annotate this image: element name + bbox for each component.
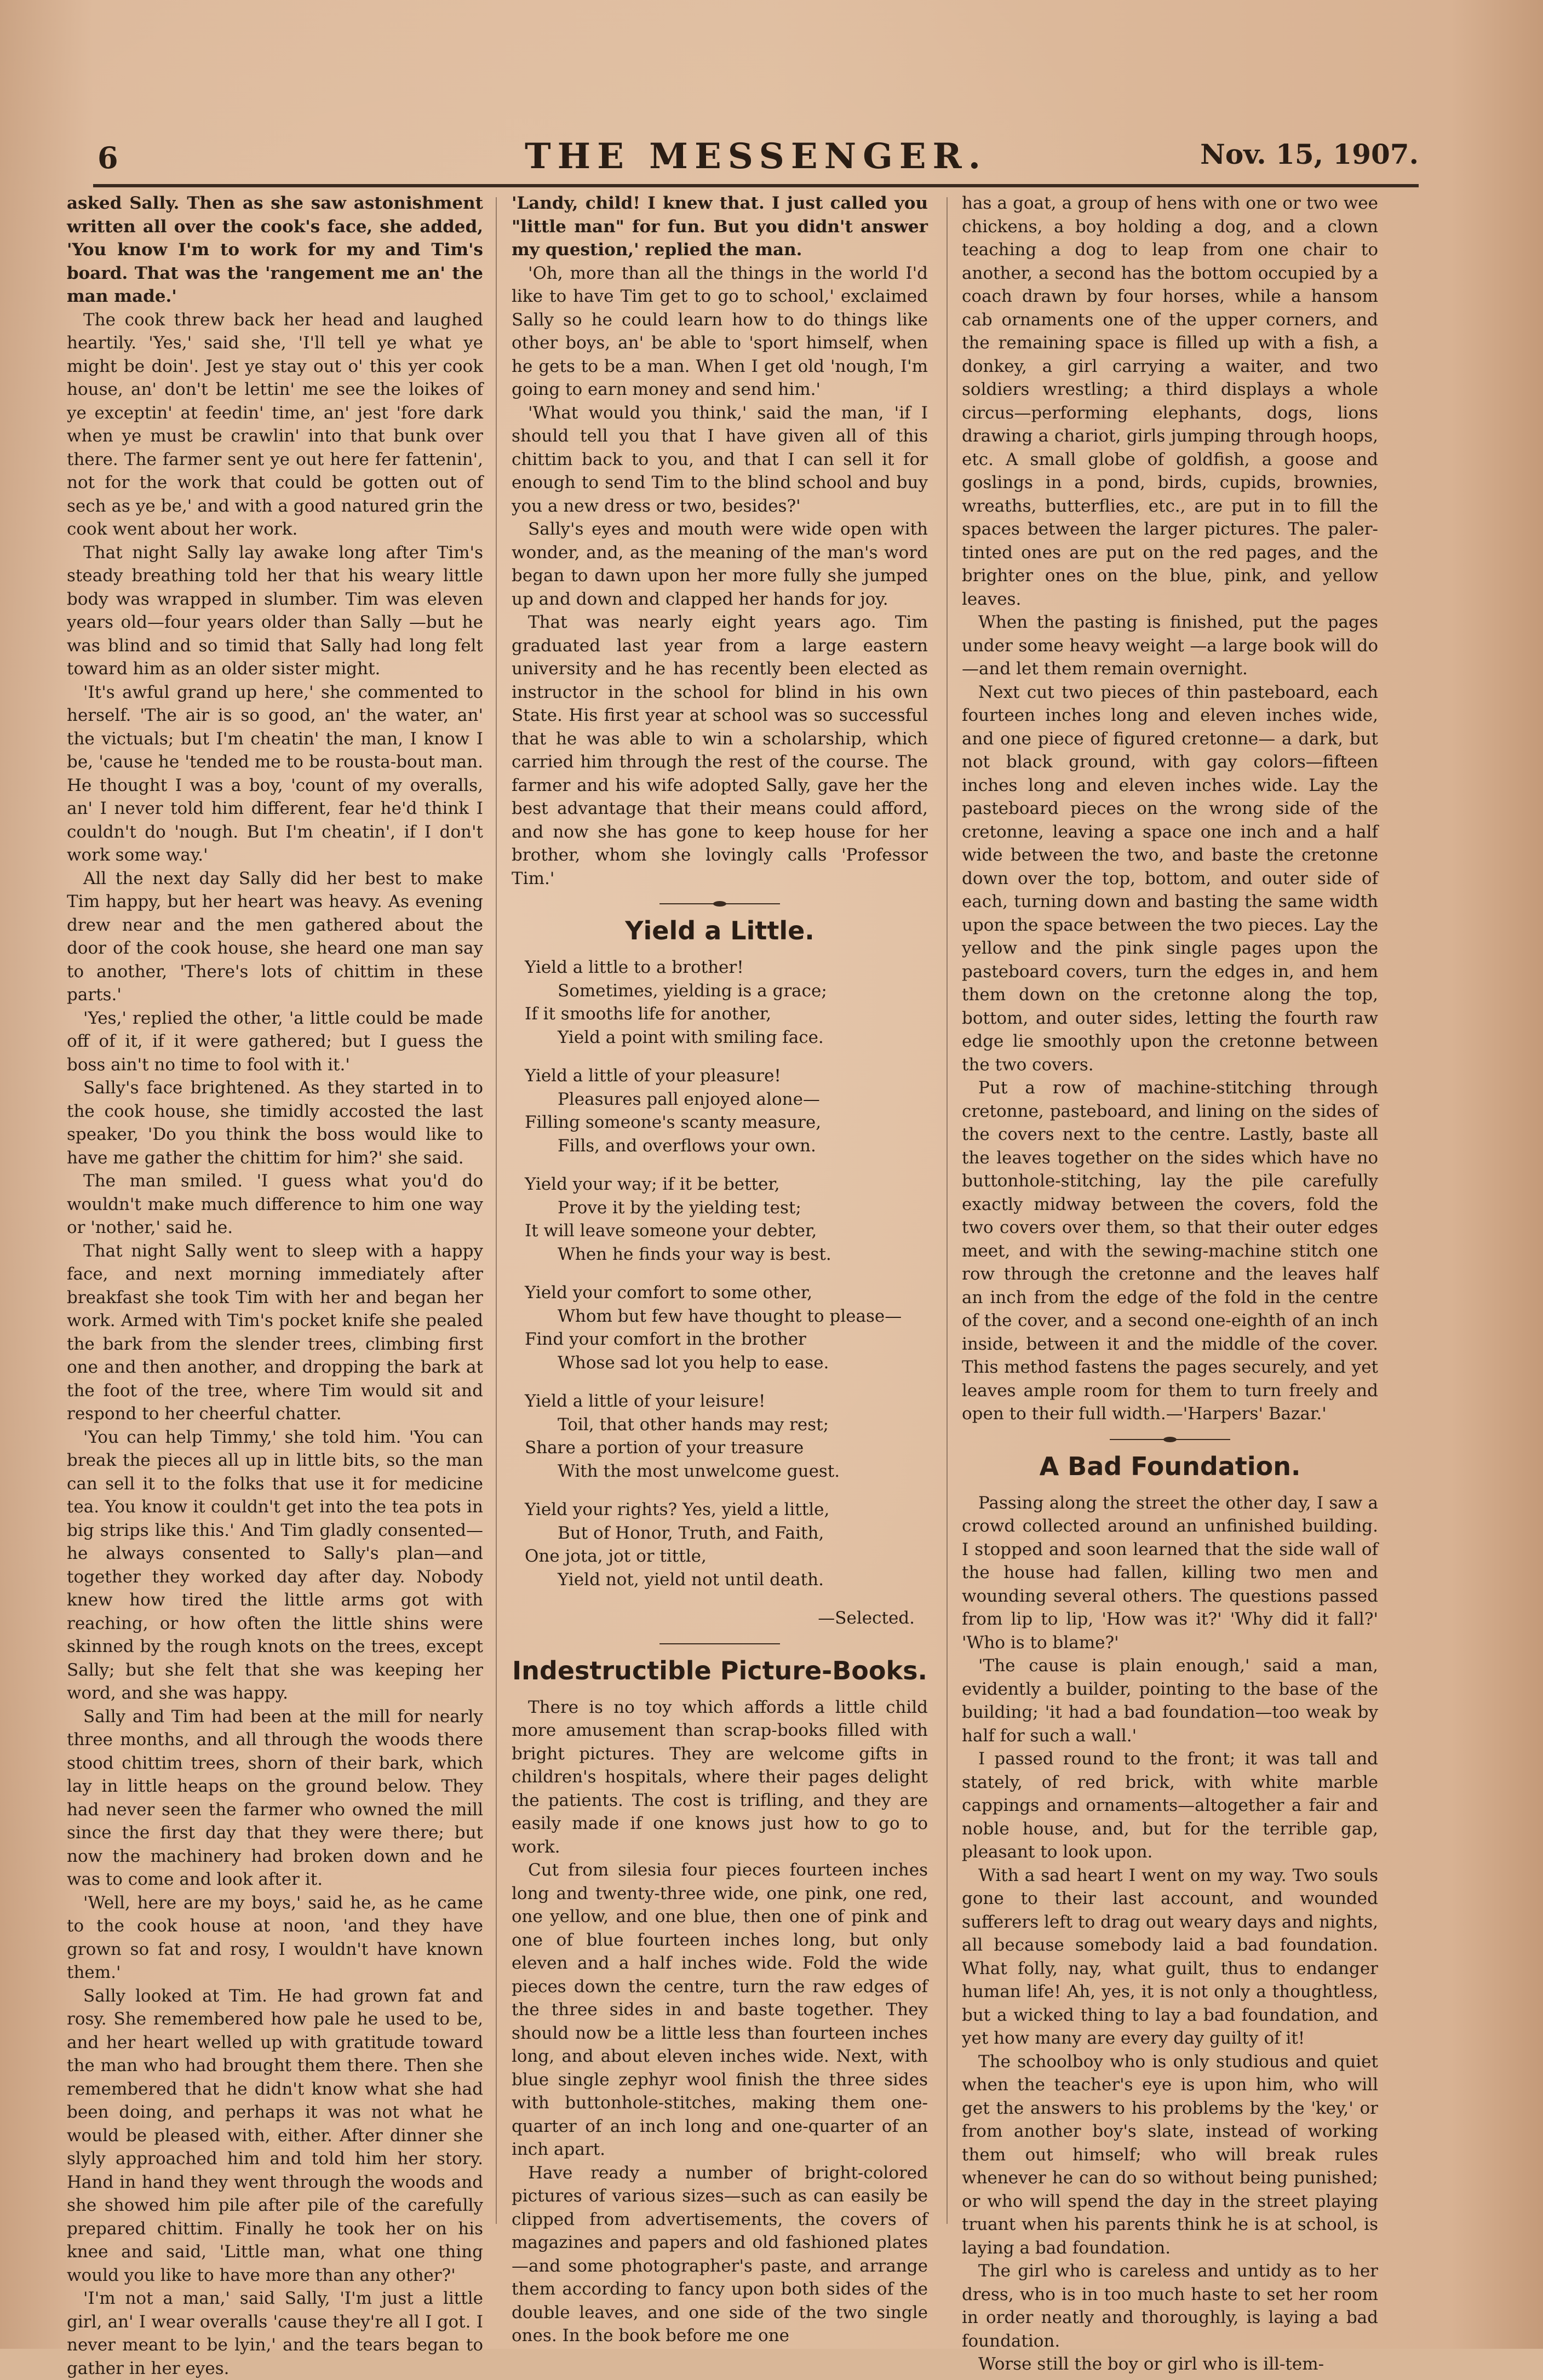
poem-line: Whom but few have thought to please— <box>558 1306 902 1326</box>
section-divider-ornament <box>659 1640 780 1648</box>
poem-line: Filling someone's scanty measure, <box>525 1112 822 1132</box>
paragraph: The cook threw back her head and laughed heartily. 'Yes,' said she, 'I'll tell ye what ye might be doin'. Jest ye stay out o' this yer cook house, an' don't be lettin' me see the loikes of ye exceptin' at feedin' time, an' jest 'fore dark when ye must be crawlin' into that bunk over there. The farmer sent ye out here fer fattenin', not for the work that could be gotten out of sech as ye be,' and with a good natured grin the cook went about her work. <box>67 309 483 539</box>
issue-date: Nov. 15, 1907. <box>1200 138 1419 170</box>
poem-title: Yield a Little. <box>625 916 814 945</box>
paragraph: There is no toy which affords a little child more amusement than scrap-books filled with bright pictures. They are welcome gifts in children's hospitals, where their pages delight the patients. The cost is trifling, and they are easily made if one knows just how to go to work. <box>512 1697 928 1857</box>
paragraph: The man smiled. 'I guess what you'd do wouldn't make much difference to him one way or 'nother,' said he. <box>67 1171 483 1237</box>
paragraph: Have ready a number of bright-colored pictures of various sizes—such as can easily be clipped from advertisements, the covers of magazines and papers and old fashioned plates—and some photographer's paste, and arrange them according to fancy upon both sides of the double leaves, and one side of the two single ones. In the book before me one <box>512 2163 928 2345</box>
paragraph: Put a row of machine-stitching through cretonne, pasteboard, and lining on the sides of the covers next to the centre. Lastly, baste all the leaves together on the sides which have no buttonhole-stitching, lay the pile carefully exactly midway between the covers, fold the two covers over them, so that their outer edges meet, and with the sewing-machine stitch one row through the cretonne and the leaves half an inch from the edge of the fold in the centre of the cover, and a second one-eighth of an inch inside, between it and the middle of the cover. This method fastens the pages securely, and yet leaves ample room for them to turn freely and open to their full width.—'Harpers' Bazar.' <box>962 1078 1378 1424</box>
poem-line: One jota, jot or tittle, <box>525 1546 707 1566</box>
poem-stanza <box>525 1064 928 1157</box>
paragraph: When the pasting is finished, put the pages under some heavy weight —a large book will do—and let them remain overnight. <box>962 612 1378 679</box>
poem-line: It will leave someone your debter, <box>525 1221 817 1241</box>
paragraph: 'You can help Timmy,' she told him. 'You can break the pieces all up in little bits, so the man can sell it to the folks that use it for medicine tea. You know it couldn't get into the tea pots in big strips like this.' And Tim gladly consented—he always consented to Sally's plan—and together they worked day after day. Nobody knew how tired the little arms got with reaching, or how often the little shins were skinned by the rough knots on the trees, except Sally; but she felt that she was keeping her word, and she was happy. <box>67 1427 483 1703</box>
paragraph: I passed round to the front; it was tall and stately, of red brick, with white marble cappings and ornaments—altogether a fair and noble house, and, but for the terrible gap, pleasant to look upon. <box>962 1749 1378 1862</box>
poem-line: Yield not, yield not until death. <box>558 1569 824 1590</box>
poem-line: Find your comfort in the brother <box>525 1329 806 1349</box>
column-divider-1 <box>496 197 497 2224</box>
poem-stanza <box>525 956 928 1049</box>
poem-line: Yield a little of your pleasure! <box>525 1066 781 1086</box>
poem-line: Yield your rights? Yes, yield a little, <box>525 1500 830 1519</box>
poem-line: Toil, that other hands may rest; <box>558 1414 829 1435</box>
section-divider-ornament <box>1110 1436 1230 1443</box>
poem-line: Yield your comfort to some other, <box>525 1283 813 1303</box>
paragraph: That night Sally went to sleep with a happy face, and next morning immediately after breakfast she took Tim with her and began her work. Armed with Tim's pocket knife she pealed the bark from the slender trees, climbing first one and then another, and dropping the bark at the foot of the tree, where Tim would sit and respond to her cheerful chatter. <box>67 1241 483 1424</box>
poem-stanza <box>525 1390 928 1483</box>
paragraph: Worse still the boy or girl who is ill-tem- <box>978 2354 1324 2374</box>
poem-attribution: —Selected. <box>818 1608 915 1628</box>
poem-line: But of Honor, Truth, and Faith, <box>558 1523 824 1543</box>
paragraph: That was nearly eight years ago. Tim graduated last year from a large eastern university and he has recently been elected as instructor in the school for blind in his own State. His first year at school was so successful that he was able to win a scholarship, which carried him through the rest of the course. The farmer and his wife adopted Sally, gave her the best advantage that their means could afford, and now she has gone to keep house for her brother, whom she lovingly calls 'Professor Tim.' <box>512 612 928 888</box>
paragraph: 'It's awful grand up here,' she commented to herself. 'The air is so good, an' the water, an' the victuals; but I'm cheatin' the man, I know I be, 'cause he 'tended me to be rousta-bout man. He thought I was a boy, 'count of my overalls, an' I never told him different, fear he'd think I couldn't do 'nough. But I'm cheatin', if I don't work some way.' <box>67 682 483 865</box>
page-header <box>93 136 1419 180</box>
poem-line: Yield a little of your leisure! <box>525 1391 766 1411</box>
paragraph: All the next day Sally did her best to make Tim happy, but her heart was heavy. As evening drew near and the men gathered about the door of the cook house, she heard one man say to another, 'There's lots of chittim in these parts.' <box>67 868 483 1005</box>
paragraph: Cut from silesia four pieces fourteen inches long and twenty-three wide, one pink, one red, one yellow, and one blue, then one of pink and one of blue fourteen inches long, but only eleven and a half inches wide. Fold the wide pieces down the centre, turn the raw edges of the three sides in and baste together. They should now be a little less than fourteen inches long, and about eleven inches wide. Next, with blue single zephyr wool finish the three sides with buttonhole-stitches, making them one-quarter of an inch long and one-quarter of an inch apart. <box>512 1860 928 2159</box>
column-3 <box>962 192 1378 2374</box>
paragraph: 'What would you think,' said the man, 'if I should tell you that I have given all of this chittim back to you, and that I can sell it for enough to send Tim to the blind school and buy you a new dress or two, besides?' <box>512 403 928 516</box>
poem-stanza <box>525 1498 928 1591</box>
paragraph: Sally's face brightened. As they started in to the cook house, she timidly accosted the last speaker, 'Do you think the boss would like to have me gather the chittim for him?' she said. <box>67 1078 483 1168</box>
paragraph: Sally's eyes and mouth were wide open with wonder, and, as the meaning of the man's word began to dawn upon her more fully she jumped up and down and clapped her hands for joy. <box>512 519 928 609</box>
article-title-bad-foundation: A Bad Foundation. <box>1039 1451 1301 1481</box>
poem-line: If it smooths life for another, <box>525 1004 772 1024</box>
paragraph: With a sad heart I went on my way. Two souls gone to their last account, and wounded sufferers left to drag out weary days and nights, all because somebody laid a bad foundation. What folly, nay, what guilt, thus to endanger human life! Ah, yes, it is not only a thoughtless, but a wicked thing to lay a bad foundation, and yet how many are every day guilty of it! <box>962 1865 1378 2048</box>
paragraph: 'Yes,' replied the other, 'a little could be made off of it, if it were gathered; but I guess the boss ain't no time to fool with it.' <box>67 1008 483 1075</box>
story-continuation <box>67 192 483 2380</box>
section-divider-ornament <box>659 900 780 908</box>
poem-line: Sometimes, yielding is a grace; <box>558 980 827 1001</box>
column-divider-2 <box>947 197 948 2224</box>
paragraph: Sally and Tim had been at the mill for nearly three months, and all through the woods there stood chittim trees, shorn of their bark, which lay in little heaps on the ground below. They had never seen the farmer who owned the mill since the first day that they were there; but now the machinery had broken down and he was to come and look after it. <box>67 1706 483 1889</box>
paragraph: 'The cause is plain enough,' said a man, evidently a builder, pointing to the base of the building; 'it had a bad foundation—too weak by half for such a wall.' <box>962 1656 1378 1746</box>
poem-line: Fills, and overflows your own. <box>558 1135 816 1156</box>
article-title-picture-books: Indestructible Picture-Books. <box>512 1655 927 1685</box>
paragraph: That night Sally lay awake long after Tim's steady breathing told her that his weary little body was wrapped in slumber. Tim was eleven years old—four years older than Sally —but he was blind and so timid that Sally had long felt toward him as an older sister might. <box>67 542 483 679</box>
paragraph: 'I'm not a man,' said Sally, 'I'm just a little girl, an' I wear overalls 'cause they're all I got. I never meant to be lyin,' and the tears began to gather in her eyes. <box>67 2289 483 2378</box>
paragraph: 'Oh, more than all the things in the world I'd like to have Tim get to go to school,' exclaimed Sally so he could learn how to do things like other boys, an' be able to 'sport himself, when he gets to be a man. When I get old 'nough, I'm going to earn money and send him.' <box>512 263 928 399</box>
paragraph: has a goat, a group of hens with one or two wee chickens, a boy holding a dog, and a clown teaching a dog to leap from one chair to another, a second has the bottom occupied by a coach drawn by four horses, while a hansom cab ornaments one of the upper corners, and the remaining space is filled up with a fish, a donkey, a girl carrying a waiter, and two soldiers wrestling; a third displays a whole circus—performing elephants, dogs, lions drawing a chariot, girls jumping through hoops, etc. A small globe of goldfish, a goose and goslings in a pond, birds, cupids, brownies, wreaths, butterflies, etc., are put in to fill the spaces between the larger pictures. The paler-tinted ones are put on the red pages, and the brighter ones on the blue, pink, and yellow leaves. <box>962 193 1378 609</box>
poem-line: Pleasures pall enjoyed alone— <box>558 1089 820 1109</box>
poem-stanza <box>525 1173 928 1266</box>
bad-foundation-article <box>962 1492 1378 2376</box>
paragraph: The girl who is careless and untidy as to her dress, who is in too much haste to set her room in order neatly and thoroughly, is laying a bad foundation. <box>962 2261 1378 2351</box>
picture-books-continuation <box>962 192 1378 1426</box>
poem-line: Yield a little to a brother! <box>525 957 744 977</box>
story-conclusion <box>512 192 928 890</box>
masthead-title: THE MESSENGER. <box>525 136 987 177</box>
header-rule <box>93 184 1419 187</box>
column-2 <box>512 192 928 2345</box>
column-1 <box>67 192 483 2378</box>
paragraph: Next cut two pieces of thin pasteboard, each fourteen inches long and eleven inches wide, and one piece of figured cretonne— a dark, but not black ground, with gay colors—fifteen inches long and eleven inches wide. Lay the pasteboard pieces on the wrong side of the cretonne, leaving a space one inch and a half wide between the two, and baste the cretonne down over the top, bottom, and outer side of each, turning down and basting the same width upon the space between the two pieces. Lay the yellow and the pink single pages upon the pasteboard covers, turn the edges in, and hem them down on the cretonne along the top, bottom, and outer sides, letting the fourth raw edge lie smoothly upon the cretonne between the two covers. <box>962 682 1378 1075</box>
poem-line: Yield your way; if it be better, <box>525 1174 780 1194</box>
poem-body <box>525 956 928 1591</box>
paragraph: Passing along the street the other day, I saw a crowd collected around an unfinished building. I stopped and soon learned that the side wall of the house had fallen, killing two men and wounding several others. The questions passed from lip to lip, 'How was it?' 'Why did it fall?' 'Who is to blame?' <box>962 1493 1378 1653</box>
poem-line: Share a portion of your treasure <box>525 1438 804 1458</box>
picture-books-article <box>512 1696 928 2348</box>
poem-line: When he finds your way is best. <box>558 1244 831 1264</box>
paragraph: The schoolboy who is only studious and quiet when the teacher's eye is upon him, who will get the answers to his problems by the 'key,' or from another boy's slate, instead of working them out himself; who will break rules whenever he can do so without being punished; or who will spend the day in the street playing truant when his parents think he is at school, is laying a bad foundation. <box>962 2051 1378 2258</box>
poem-line: With the most unwelcome guest. <box>558 1461 840 1481</box>
poem-line: Prove it by the yielding test; <box>558 1197 801 1218</box>
page-number: 6 <box>97 140 118 175</box>
paragraph: 'Well, here are my boys,' said he, as he came to the cook house at noon, 'and they have grown so fat and rosy, I wouldn't have known them.' <box>67 1892 483 1982</box>
poem-line: Yield a point with smiling face. <box>558 1027 824 1047</box>
paragraph: Sally looked at Tim. He had grown fat and rosy. She remembered how pale he used to be, and her heart welled up with gratitude toward the man who had brought them there. Then she remembered that he didn't know what she had been doing, and perhaps it was not what he would be pleased with, either. After dinner she slyly approached him and told him her story. Hand in hand they went through the woods and she showed him pile after pile of the carefully prepared chittim. Finally he took her on his knee and said, 'Little man, what one thing would you like to have more than any other?' <box>67 1986 483 2285</box>
poem-line: Whose sad lot you help to ease. <box>558 1352 829 1373</box>
paragraph: asked Sally. Then as she saw astonishment written all over the cook's face, she added, 'You know I'm to work for my and Tim's board. That was the 'rangement me an' the man made.' <box>67 193 483 306</box>
poem-stanza <box>525 1281 928 1374</box>
paragraph: 'Landy, child! I knew that. I just called you "little man" for fun. But you didn't answer my question,' replied the man. <box>512 193 928 260</box>
